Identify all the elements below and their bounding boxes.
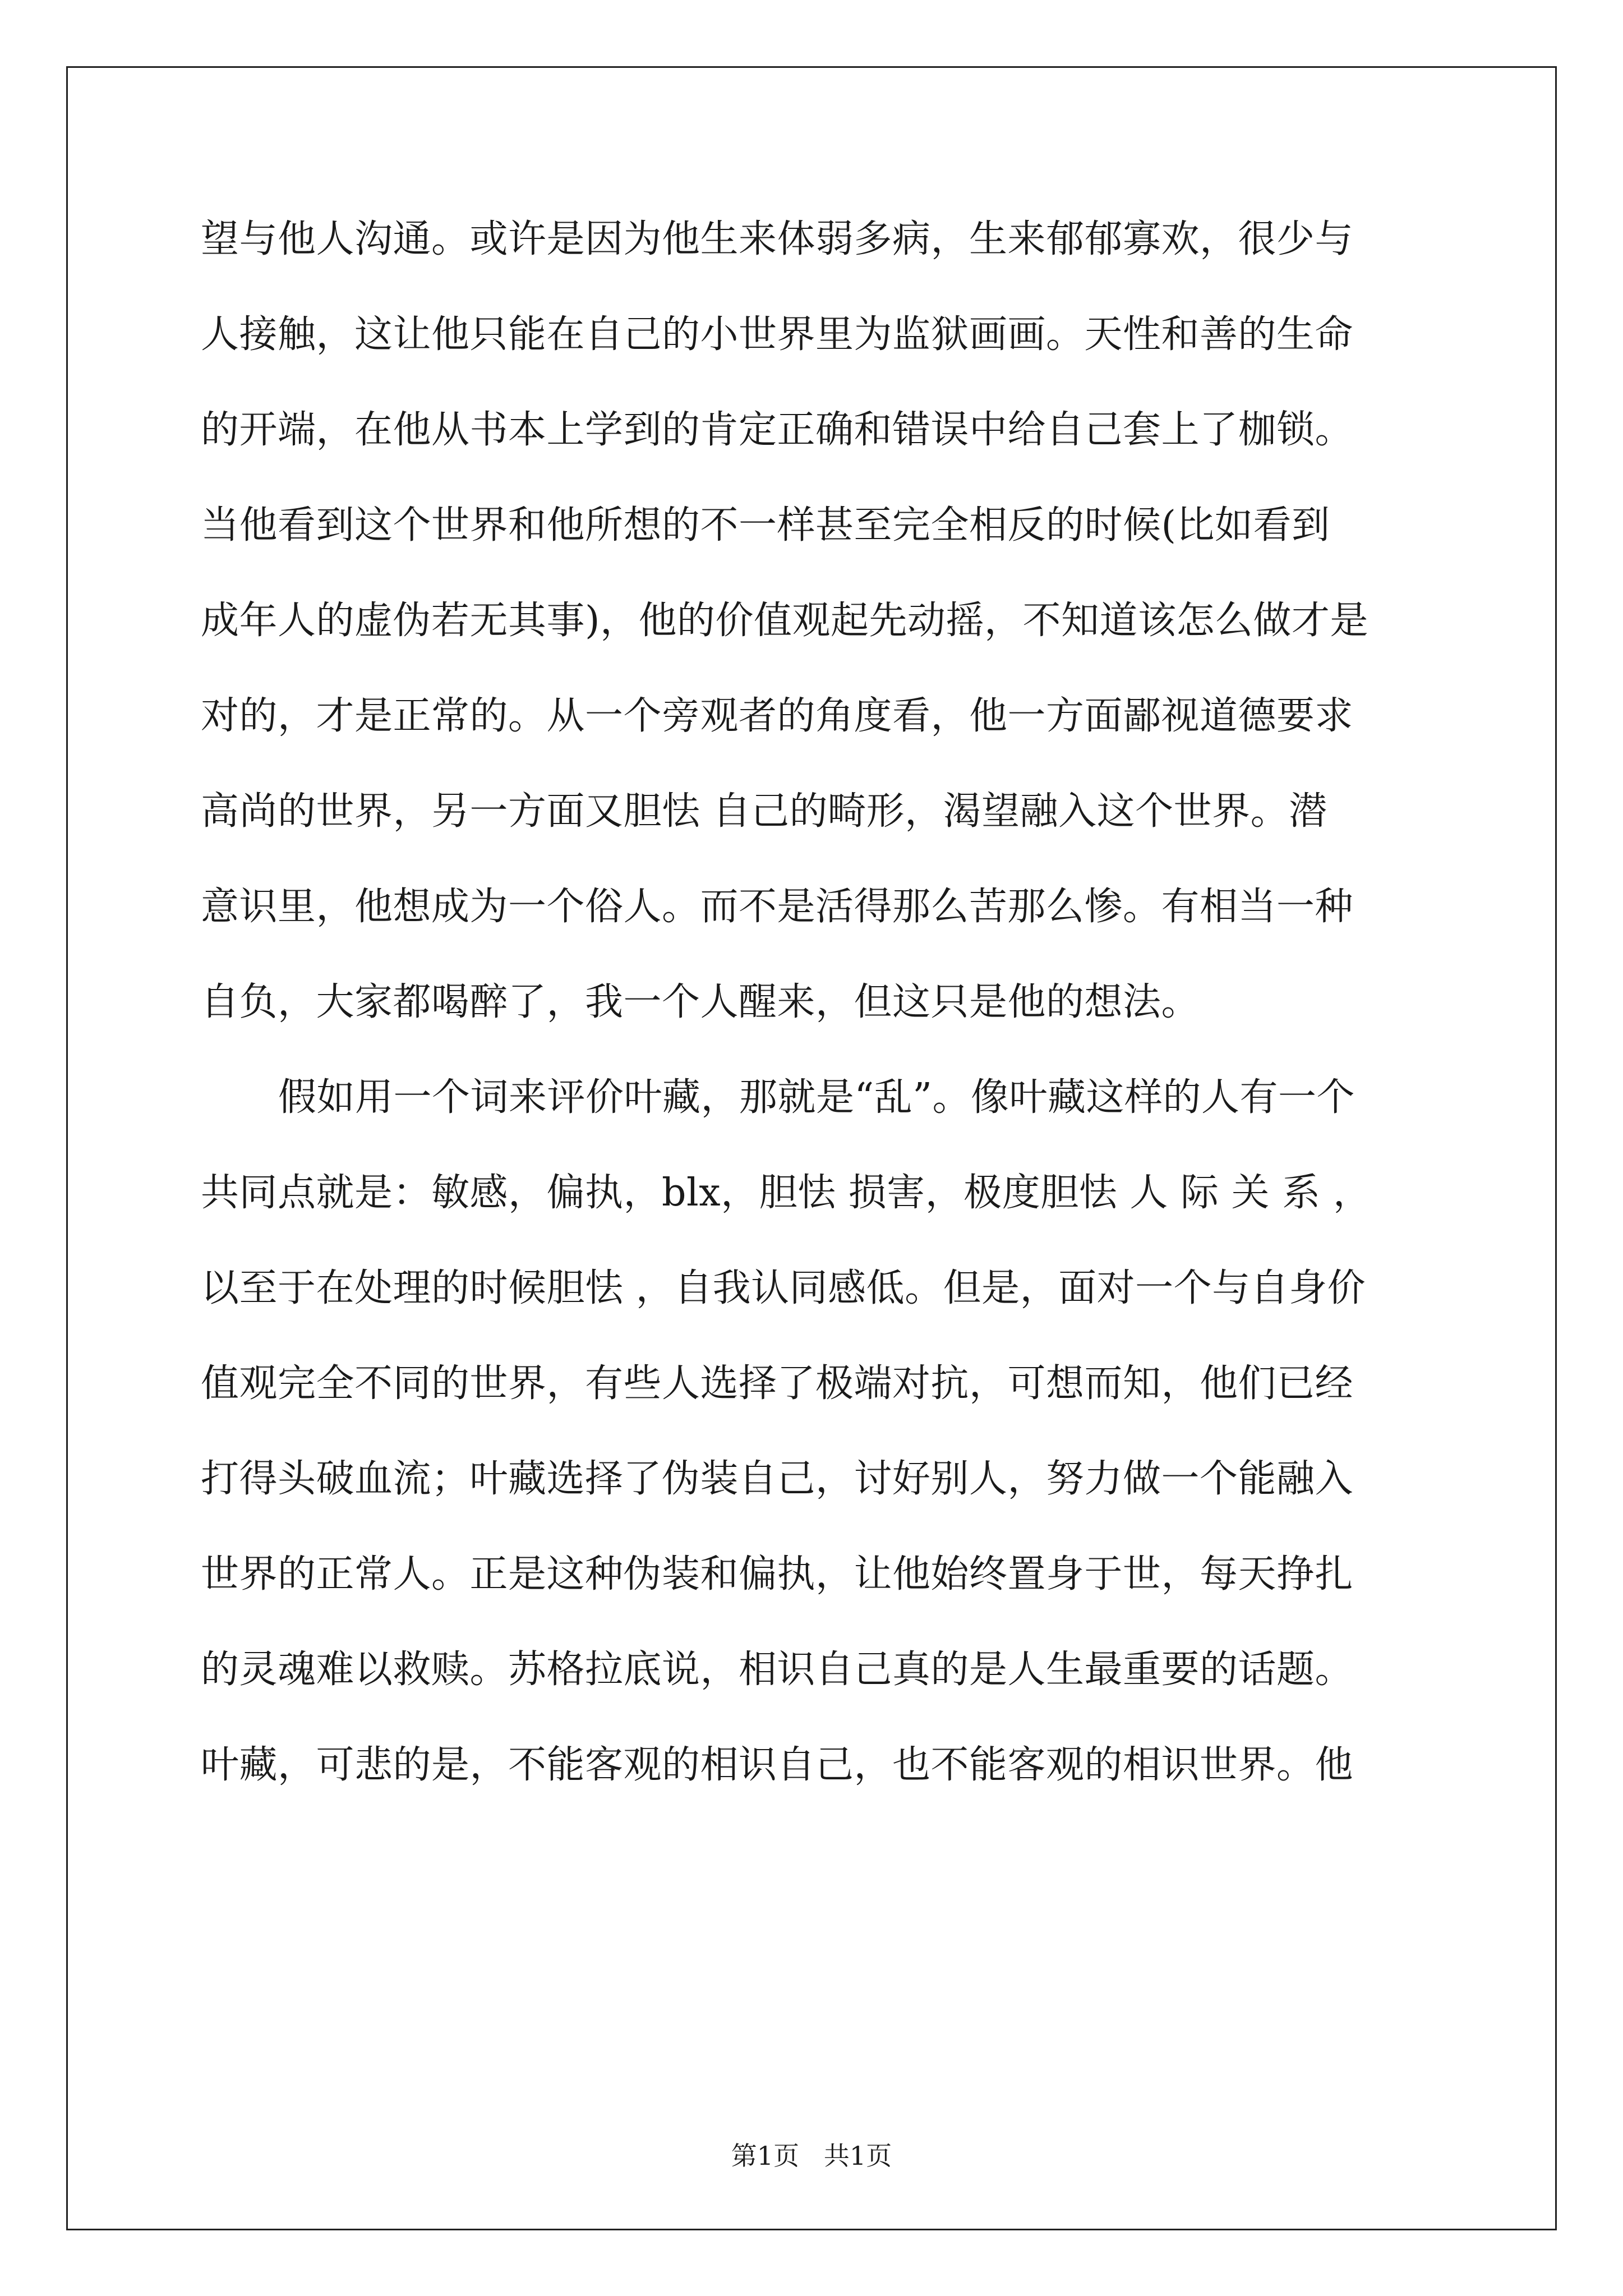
text-line: 望与他人沟通。或许是因为他生来体弱多病，生来郁郁寡欢，很少与 (201, 217, 1354, 261)
text-line: 的灵魂难以救赎。苏格拉底说，相识自己真的是人生最重要的话题。 (201, 1648, 1354, 1692)
page-number-footer: 第1页 共1页 (731, 2141, 892, 2171)
paragraph-start-line: 假如用一个词来评价叶藏，那就是“乱”。像叶藏这样的人有一个 (278, 1075, 1355, 1120)
text-line: 意识里，他想成为一个俗人。而不是活得那么苦那么惨。有相当一种 (201, 885, 1354, 929)
text-line: 共同点就是：敏感，偏执，blx，胆怯 损害，极度胆怯 人 际 关 系 ， (201, 1171, 1372, 1215)
text-line: 自负，大家都喝醉了，我一个人醒来，但这只是他的想法。 (201, 980, 1200, 1024)
text-line: 的开端，在他从书本上学到的肯定正确和错误中给自己套上了枷锁。 (201, 408, 1354, 452)
text-line: 值观完全不同的世界，有些人选择了极端对抗，可想而知，他们已经 (201, 1361, 1354, 1406)
text-line: 当他看到这个世界和他所想的不一样甚至完全相反的时候(比如看到 (201, 503, 1330, 547)
text-line: 高尚的世界，另一方面又胆怯 自己的畸形，渴望融入这个世界。潜 (201, 789, 1327, 834)
text-line: 成年人的虚伪若无其事)，他的价值观起先动摇，不知道该怎么做才是 (201, 599, 1369, 643)
text-line: 对的，才是正常的。从一个旁观者的角度看，他一方面鄙视道德要求 (201, 694, 1354, 738)
text-line: 以至于在处理的时候胆怯 ，自我认同感低。但是，面对一个与自身价 (201, 1266, 1366, 1310)
text-line: 叶藏，可悲的是，不能客观的相识自己，也不能客观的相识世界。他 (201, 1743, 1354, 1787)
text-line: 打得头破血流；叶藏选择了伪装自己，讨好别人，努力做一个能融入 (201, 1457, 1354, 1501)
text-line: 人接触，这让他只能在自己的小世界里为监狱画画。天性和善的生命 (201, 312, 1354, 357)
document-body (201, 214, 1440, 1835)
text-line: 世界的正常人。正是这种伪装和偏执，让他始终置身于世，每天挣扎 (201, 1552, 1354, 1596)
